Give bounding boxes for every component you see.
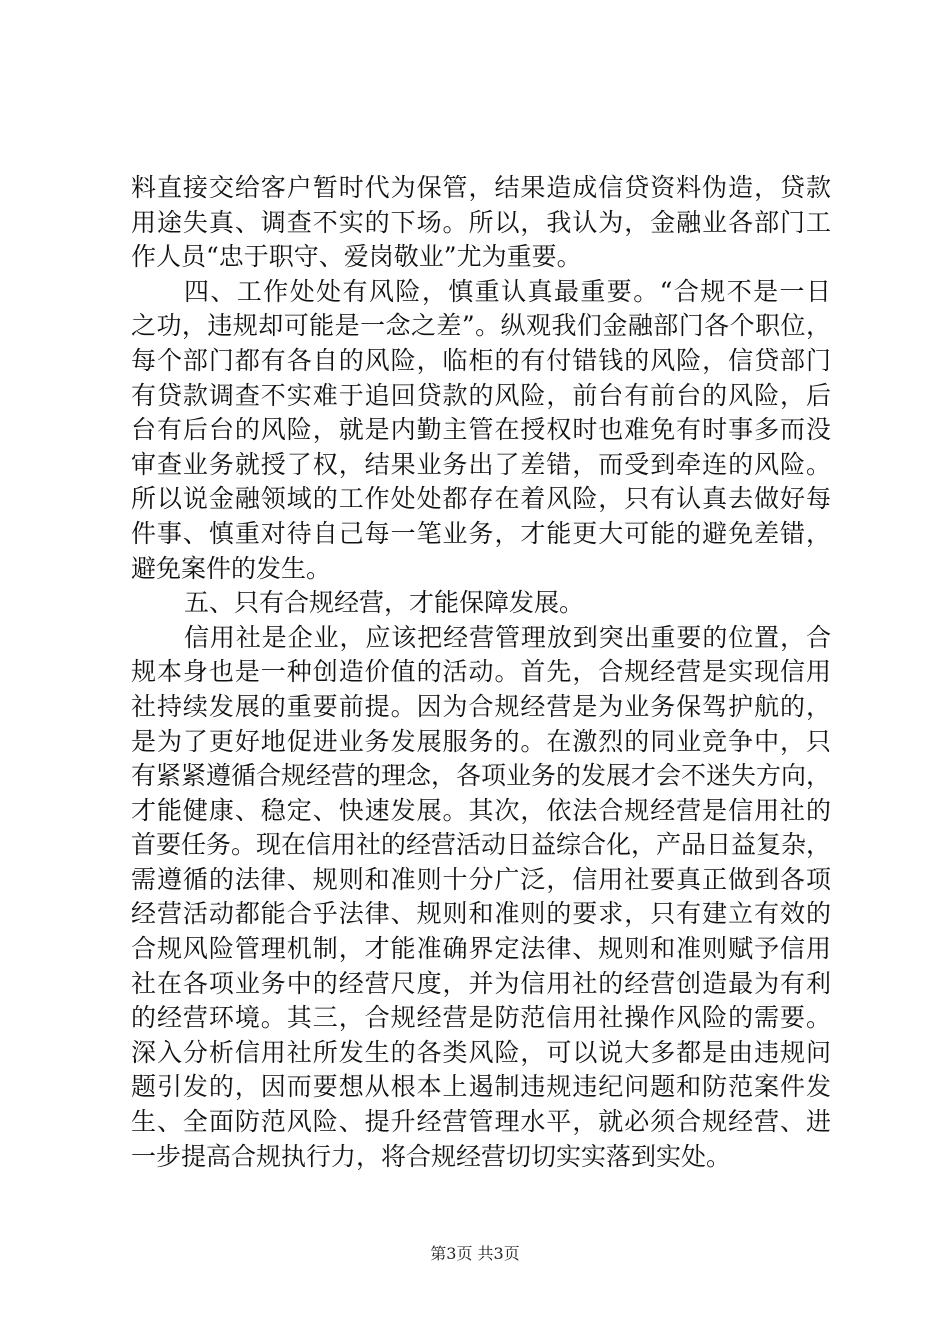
text-line: 深入分析信用社所发生的各类风险，可以说大多都是由违规问 [131, 1037, 831, 1067]
text-line: 社持续发展的重要前提。因为合规经营是为业务保驾护航的， [131, 691, 831, 721]
text-line: 需遵循的法律、规则和准则十分广泛，信用社要真正做到各项 [131, 864, 831, 894]
page-number-footer: 第3页 共3页 [430, 1244, 520, 1263]
text-line: 题引发的，因而要想从根本上遏制违规违纪问题和防范案件发 [131, 1072, 831, 1102]
text-line: 料直接交给客户暂时代为保管，结果造成信贷资料伪造，贷款 [131, 173, 831, 202]
text-line: 是为了更好地促进业务发展服务的。在激烈的同业竞争中，只 [131, 726, 831, 756]
text-line: 生、全面防范风险、提升经营管理水平，就必须合规经营、进 [131, 1107, 831, 1137]
text-line: 经营活动都能合乎法律、规则和准则的要求，只有建立有效的 [131, 899, 831, 929]
text-line: 有紧紧遵循合规经营的理念，各项业务的发展才会不迷失方向， [131, 761, 832, 791]
text-line: 的经营环境。其三，合规经营是防范信用社操作风险的需要。 [131, 1003, 831, 1033]
text-line: 所以说金融领域的工作处处都存在着风险，只有认真去做好每 [131, 484, 831, 514]
text-line: 作人员“忠于职守、爱岗敬业”尤为重要。 [131, 242, 582, 272]
text-line: 件事、慎重对待自己每一笔业务，才能更大可能的避免差错， [131, 518, 831, 548]
text-line: 合规风险管理机制，才能准确界定法律、规则和准则赋予信用 [131, 934, 831, 964]
text-line: 用途失真、调查不实的下场。所以，我认为，金融业各部门工 [131, 207, 831, 237]
paragraph-four [131, 275, 831, 586]
section-heading: 五、只有合规经营，才能保障发展。 [184, 588, 585, 618]
text-line: 信用社是企业，应该把经营管理放到突出重要的位置，合 [184, 622, 831, 652]
text-line: 有贷款调查不实难于追回贷款的风险，前台有前台的风险，后 [131, 380, 831, 410]
document-body [131, 171, 831, 1174]
text-line: 一步提高合规执行力，将合规经营切切实实落到实处。 [131, 1141, 732, 1171]
paragraph-continued [131, 171, 831, 275]
text-line: 规本身也是一种创造价值的活动。首先，合规经营是实现信用 [131, 657, 831, 687]
text-line: 台有后台的风险，就是内勤主管在授权时也难免有时事多而没 [131, 415, 831, 445]
text-line: 首要任务。现在信用社的经营活动日益综合化，产品日益复杂， [131, 830, 832, 860]
text-line: 避免案件的发生。 [131, 553, 332, 583]
text-line: 才能健康、稳定、快速发展。其次，依法合规经营是信用社的 [131, 795, 831, 825]
paragraph-five-body [131, 621, 831, 1175]
text-line: 四、工作处处有风险，慎重认真最重要。“合规不是一日 [184, 276, 831, 306]
text-line: 审查业务就授了权，结果业务出了差错，而受到牵连的风险。 [131, 449, 831, 479]
text-line: 之功，违规却可能是一念之差”。纵观我们金融部门各个职位， [131, 311, 831, 341]
text-line: 每个部门都有各自的风险，临柜的有付错钱的风险，信贷部门 [131, 345, 831, 375]
paragraph-five-heading [131, 586, 831, 621]
text-line: 社在各项业务中的经营尺度，并为信用社的经营创造最为有利 [131, 968, 831, 998]
